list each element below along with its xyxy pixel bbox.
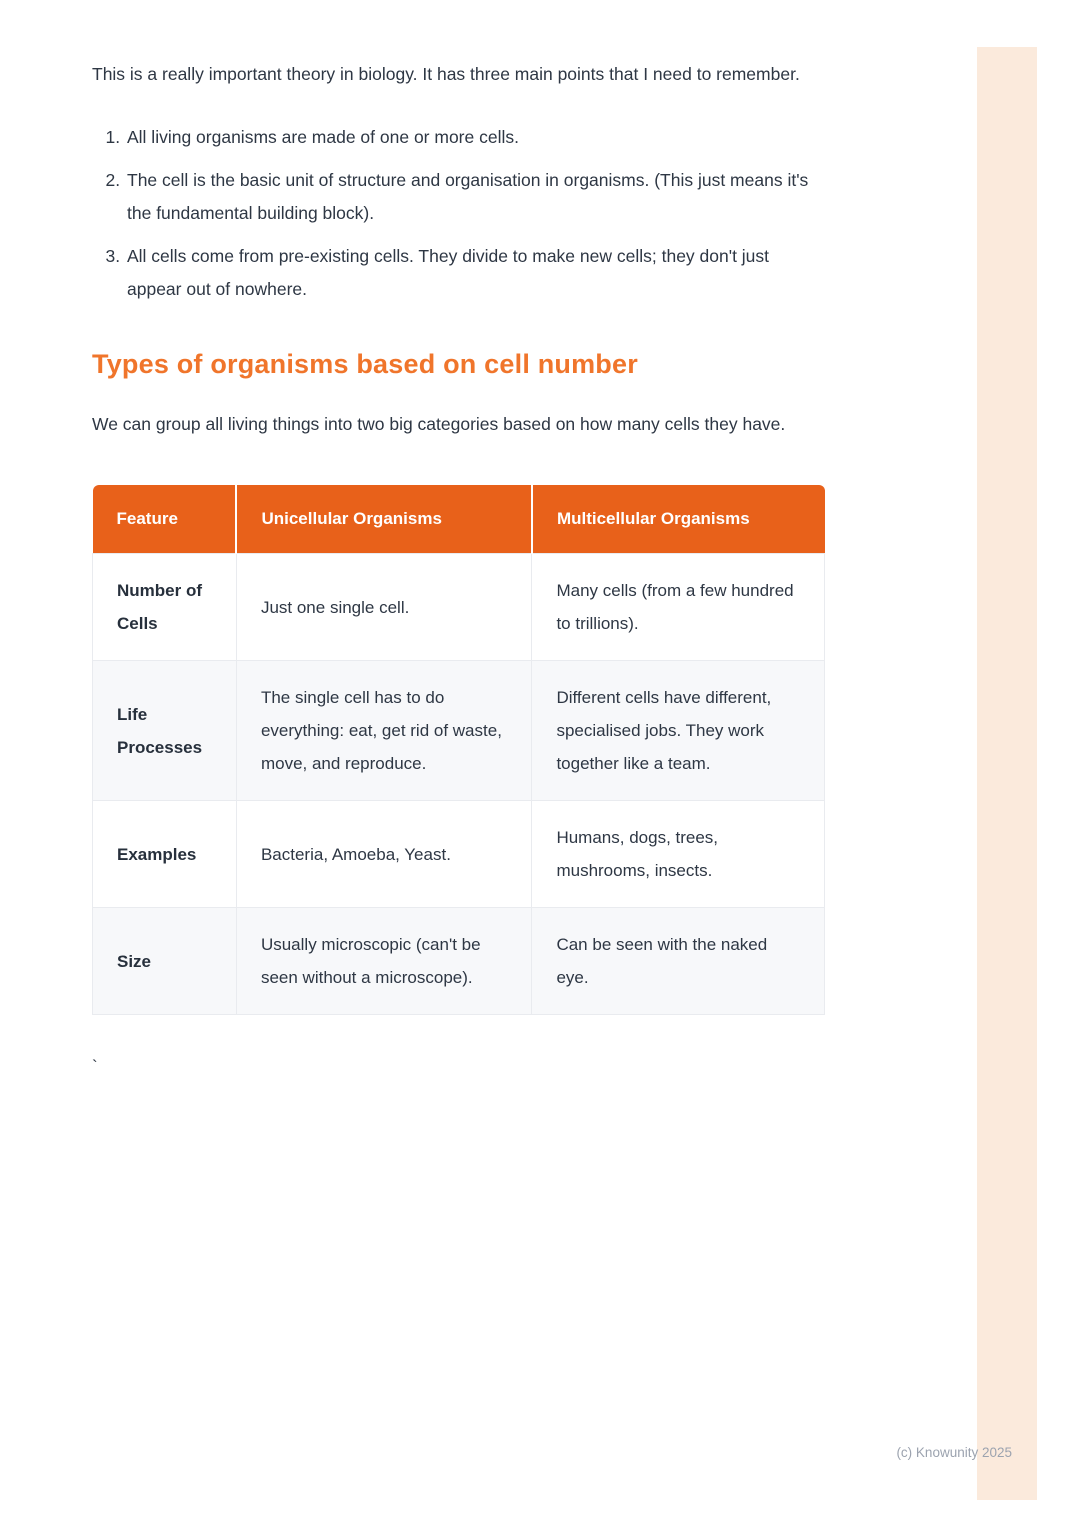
list-item-2: 2. The cell is the basic unit of structure and organisation in organisms. (This just means it's the fundamental building block). <box>125 164 825 230</box>
table-cell: Bacteria, Amoeba, Yeast. <box>236 801 532 908</box>
row-feature-label: Life Processes <box>93 661 237 801</box>
theory-points-list <box>92 121 825 306</box>
section-paragraph: We can group all living things into two big categories based on how many cells they have. <box>92 414 786 434</box>
table-cell: The single cell has to do everything: eat, get rid of waste, move, and reproduce. <box>236 661 532 801</box>
intro-paragraph: This is a really important theory in biology. It has three main points that I need to remember. <box>92 64 800 84</box>
table-cell: Different cells have different, specialised jobs. They work together like a team. <box>532 661 825 801</box>
right-margin-stripe <box>977 47 1037 1500</box>
table-cell: Can be seen with the naked eye. <box>532 908 825 1015</box>
row-feature-label: Size <box>93 908 237 1015</box>
document-content <box>92 0 825 1077</box>
list-item-3: 3. All cells come from pre-existing cells. They divide to make new cells; they don't just appear out of nowhere. <box>125 240 825 306</box>
list-item-1: 1. All living organisms are made of one or more cells. <box>125 121 825 154</box>
table-header-row <box>93 485 825 554</box>
table-cell: Humans, dogs, trees, mushrooms, insects. <box>532 801 825 908</box>
table-header-multicellular: Multicellular Organisms <box>532 485 825 554</box>
table-header-feature: Feature <box>93 485 237 554</box>
row-feature-label: Examples <box>93 801 237 908</box>
table-row-examples <box>93 801 825 908</box>
comparison-table <box>92 485 825 1015</box>
table-header-unicellular: Unicellular Organisms <box>236 485 532 554</box>
row-feature-label: Number of Cells <box>93 554 237 661</box>
table-cell: Just one single cell. <box>236 554 532 661</box>
copyright-footer: (c) Knowunity 2025 <box>896 1445 1012 1460</box>
table-row-size <box>93 908 825 1015</box>
table-cell: Usually microscopic (can't be seen without a microscope). <box>236 908 532 1015</box>
table-row-number-of-cells <box>93 554 825 661</box>
table-cell: Many cells (from a few hundred to trillions). <box>532 554 825 661</box>
section-heading: Types of organisms based on cell number <box>92 349 638 379</box>
stray-backtick: ` <box>92 1057 98 1076</box>
table-row-life-processes <box>93 661 825 801</box>
